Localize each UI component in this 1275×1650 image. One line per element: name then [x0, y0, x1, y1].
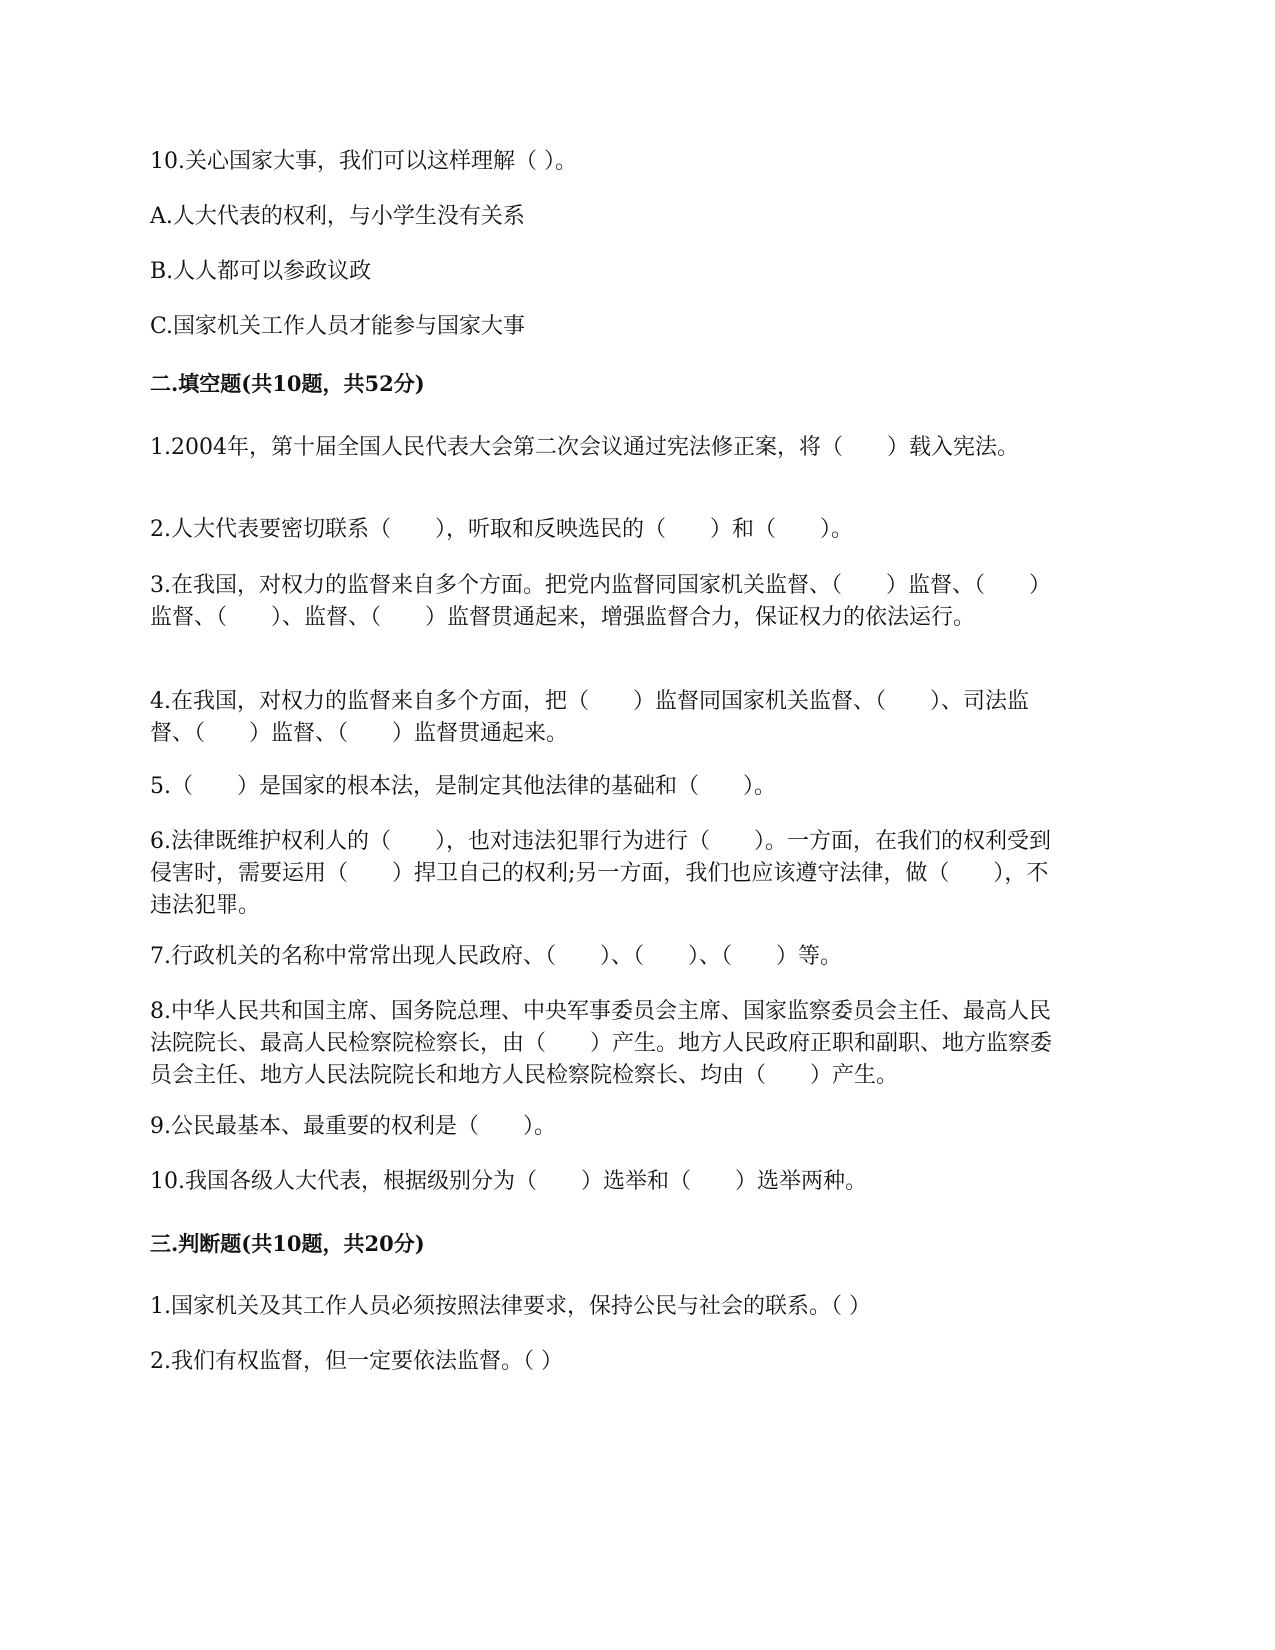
option-a: A.人大代表的权利，与小学生没有关系	[150, 204, 525, 229]
section-heading-true-false: 三.判断题(共10题，共20分)	[150, 1231, 425, 1256]
fill-blank-2: 2.人大代表要密切联系（ ），听取和反映选民的（ ）和（ ）。	[150, 517, 853, 542]
option-c: C.国家机关工作人员才能参与国家大事	[150, 314, 526, 339]
fill-blank-1: 1.2004年，第十届全国人民代表大会第二次会议通过宪法修正案，将（ ）载入宪法。	[150, 435, 1019, 460]
fill-blank-3: 3.在我国，对权力的监督来自多个方面。把党内监督同国家机关监督、（ ）监督、（ ）监督、（ ）、监督、（ ）监督贯通起来，增强监督合力，保证权力的依法运行。	[150, 573, 1051, 630]
fill-blank-10: 10.我国各级人大代表，根据级别分为（ ）选举和（ ）选举两种。	[150, 1169, 867, 1194]
fill-blank-7: 7.行政机关的名称中常常出现人民政府、（ ）、（ ）、（ ）等。	[150, 944, 842, 969]
section-heading-fill-blank: 二.填空题(共10题，共52分)	[150, 371, 425, 396]
option-b: B.人人都可以参政议政	[150, 259, 372, 284]
question-choice-10: 10.关心国家大事，我们可以这样理解（ ）。	[150, 149, 577, 174]
fill-blank-8: 8.中华人民共和国主席、国务院总理、中央军事委员会主席、国家监察委员会主任、最高人民法院院长、最高人民检察院检察长，由（ ）产生。地方人民政府正职和副职、地方监察委员会主任、地方人民法院院长和地方人民检察院检察长、均由（ ）产生。	[150, 999, 1053, 1088]
true-false-2: 2.我们有权监督，但一定要依法监督。（ ）	[150, 1349, 563, 1374]
fill-blank-6: 6.法律既维护权利人的（ ），也对违法犯罪行为进行（ ）。一方面，在我们的权利受到侵害时，需要运用（ ）捍卫自己的权利;另一方面，我们也应该遵守法律，做（ ），不违法犯罪。	[150, 829, 1051, 918]
fill-blank-9: 9.公民最基本、最重要的权利是（ ）。	[150, 1114, 556, 1139]
fill-blank-4: 4.在我国，对权力的监督来自多个方面，把（ ）监督同国家机关监督、（ ）、司法监督、（ ）监督、（ ）监督贯通起来。	[150, 689, 1029, 746]
true-false-1: 1.国家机关及其工作人员必须按照法律要求，保持公民与社会的联系。（ ）	[150, 1294, 871, 1319]
fill-blank-5: 5.（ ）是国家的根本法，是制定其他法律的基础和（ ）。	[150, 774, 776, 799]
